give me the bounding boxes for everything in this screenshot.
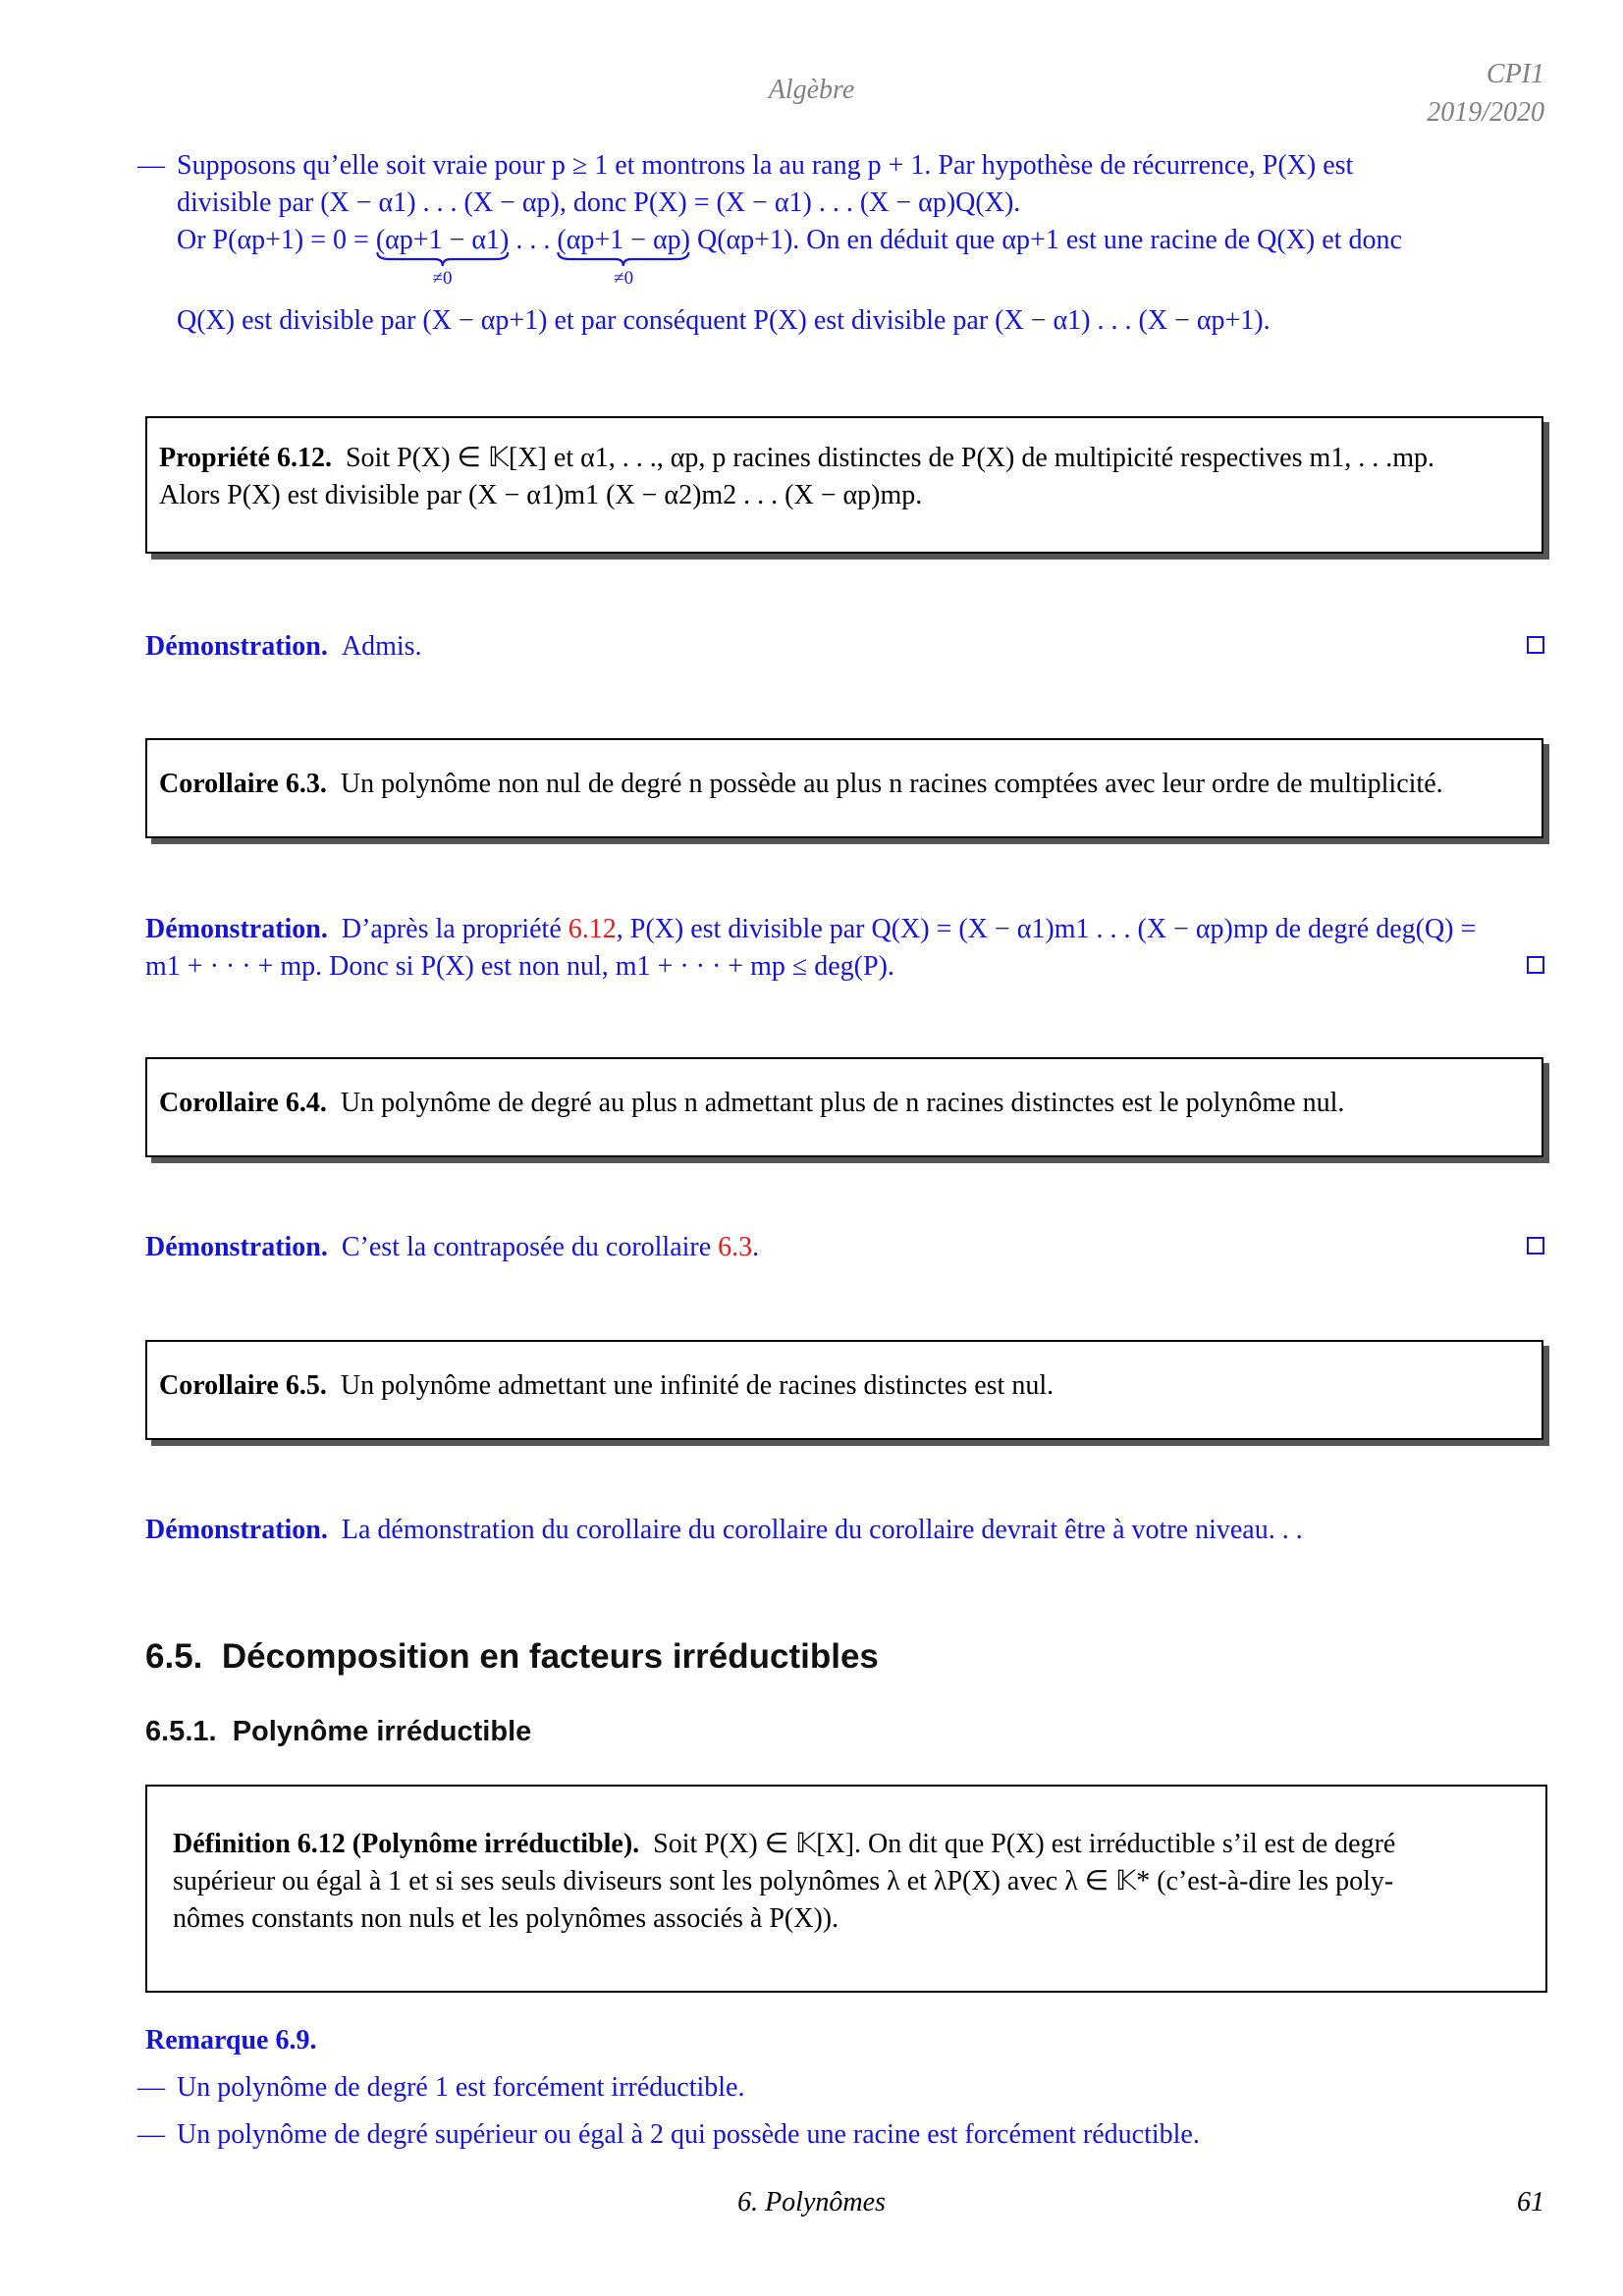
subsection-title: Polynôme irréductible (232, 1716, 532, 1747)
demonstration-4-text: La démonstration du corollaire du corollaire du corollaire devrait être à votre niveau. . . (341, 1515, 1303, 1545)
definition-6-12-content (173, 1826, 1520, 1938)
corollary-6-3-text: Un polynôme non nul de degré n possède au plus n racines comptées avec leur ordre de multiplicité. (340, 769, 1443, 799)
header-year: 2019/2020 (1427, 97, 1544, 128)
demonstration-label: Démonstration. (145, 1232, 328, 1262)
property-6-12-text-1: Soit P(X) ∈ 𝕂[X] et α1, . . ., αp, p racines distinctes de P(X) de multipicité respectives m1, . . .mp. (345, 443, 1435, 473)
property-6-12-line-2: Alors P(X) est divisible par (X − α1)m1 (X − α2)m2 . . . (X − αp)mp. (159, 480, 923, 510)
recurrence-line-1: Supposons qu’elle soit vraie pour p ≥ 1 et montrons la au rang p + 1. Par hypothèse de récurrence, P(X) est (177, 150, 1354, 181)
remark-6-9-item-2-text: Un polynôme de degré supérieur ou égal à 2 qui possède une racine est forcément réductible. (177, 2119, 1200, 2150)
remark-6-9-item-1-text: Un polynôme de degré 1 est forcément irréductible. (177, 2072, 745, 2103)
dots: . . . (515, 225, 551, 255)
reference-link-6-12[interactable]: 6.12 (568, 914, 617, 944)
corollary-6-5-content (159, 1367, 1530, 1405)
property-6-12-title: Propriété 6.12. (159, 443, 332, 473)
demonstration-2-pre: D’après la propriété (341, 914, 562, 944)
demonstration-2-line-2: m1 + · · · + mp. Donc si P(X) est non nul, m1 + · · · + mp ≤ deg(P). (145, 951, 894, 982)
underbrace-2 (557, 222, 690, 289)
demonstration-1-text: Admis. (341, 631, 422, 662)
recurrence-line-3-post: Q(αp+1). On en déduit que αp+1 est une racine de Q(X) et donc (696, 225, 1402, 255)
reference-link-6-3[interactable]: 6.3 (718, 1232, 753, 1262)
remark-6-9-item-1 (137, 2069, 1551, 2107)
underbrace-1-glyph (376, 251, 510, 267)
remark-6-9-title: Remarque 6.9. (145, 2025, 317, 2056)
list-dash: — (137, 2072, 165, 2103)
recurrence-line-4: Q(X) est divisible par (X − αp+1) et par conséquent P(X) est divisible par (X − α1) . . . (X − αp+1). (177, 305, 1271, 336)
corollary-6-3-box (145, 738, 1543, 838)
demonstration-label: Démonstration. (145, 631, 328, 662)
corollary-6-5-text: Un polynôme admettant une infinité de racines distinctes est nul. (340, 1370, 1055, 1401)
recurrence-line-2: divisible par (X − α1) . . . (X − αp), donc P(X) = (X − α1) . . . (X − αp)Q(X). (177, 187, 1021, 218)
footer-page-number: 61 (1517, 2187, 1544, 2217)
underbrace-2-glyph (557, 251, 690, 267)
definition-6-12-line-3: nômes constants non nuls et les polynômes associés à P(X)). (173, 1903, 839, 1934)
demonstration-label: Démonstration. (145, 914, 328, 944)
underbrace-2-label: ≠0 (614, 268, 634, 289)
corollary-6-4-box (145, 1057, 1543, 1157)
underbrace-1 (375, 222, 510, 289)
corollary-6-4-content (159, 1085, 1530, 1122)
qed-square-icon (1527, 636, 1544, 654)
header-class-year (1427, 55, 1544, 132)
section-title: Décomposition en facteurs irréductibles (221, 1637, 879, 1676)
corollary-6-5-title: Corollaire 6.5. (159, 1370, 327, 1401)
remark-6-9-item-2 (137, 2116, 1551, 2154)
underbrace-1-expr: (αp+1 − α1) (375, 225, 510, 255)
header-subject: Algèbre (768, 75, 855, 105)
section-heading (145, 1637, 879, 1677)
footer-chapter: 6. Polynômes (737, 2187, 886, 2217)
demonstration-2-line-1-rest: , P(X) est divisible par Q(X) = (X − α1)m1 . . . (X − αp)mp de degré deg(Q) = (616, 914, 1477, 944)
demonstration-2 (145, 911, 1559, 986)
recurrence-bullet (137, 147, 1551, 340)
subsection-heading (145, 1716, 531, 1748)
underbrace-1-label: ≠0 (432, 268, 453, 289)
subsection-number: 6.5.1. (145, 1716, 217, 1747)
demonstration-label: Démonstration. (145, 1515, 328, 1545)
corollary-6-4-text: Un polynôme de degré au plus n admettant plus de n racines distinctes est le polynôme nul. (340, 1088, 1345, 1118)
demonstration-4 (145, 1512, 1303, 1549)
definition-6-12-title: Définition 6.12 (Polynôme irréductible). (173, 1829, 640, 1859)
definition-6-12-line-1 (173, 1826, 1520, 1863)
demonstration-3 (145, 1229, 759, 1266)
underbrace-2-expr: (αp+1 − αp) (557, 225, 690, 255)
demonstration-3-pre: C’est la contraposée du corollaire (341, 1232, 712, 1262)
definition-6-12-line-2: supérieur ou égal à 1 et si ses seuls diviseurs sont les polynômes λ et λP(X) avec λ ∈ 𝕂* (c’est-à-dire les poly- (173, 1866, 1394, 1896)
corollary-6-5-box (145, 1340, 1543, 1440)
qed-square-icon (1527, 956, 1544, 974)
list-dash: — (137, 150, 165, 181)
definition-6-12-box (145, 1785, 1547, 1993)
property-6-12-line-1 (159, 440, 1530, 477)
recurrence-line-3 (177, 222, 1551, 289)
corollary-6-3-title: Corollaire 6.3. (159, 769, 327, 799)
property-6-12-content (159, 440, 1530, 514)
corollary-6-3-content (159, 766, 1530, 803)
definition-6-12-text-1: Soit P(X) ∈ 𝕂[X]. On dit que P(X) est irréductible s’il est de degré (653, 1829, 1396, 1859)
section-number: 6.5. (145, 1637, 203, 1676)
demonstration-3-post: . (752, 1232, 760, 1262)
property-6-12-box (145, 416, 1543, 554)
header-class: CPI1 (1486, 59, 1544, 89)
demonstration-2-line-1 (145, 911, 1559, 948)
demonstration-1 (145, 628, 422, 666)
recurrence-line-3-pre: Or P(αp+1) = 0 = (177, 225, 369, 255)
qed-square-icon (1527, 1237, 1544, 1255)
corollary-6-4-title: Corollaire 6.4. (159, 1088, 327, 1118)
list-dash: — (137, 2119, 165, 2150)
